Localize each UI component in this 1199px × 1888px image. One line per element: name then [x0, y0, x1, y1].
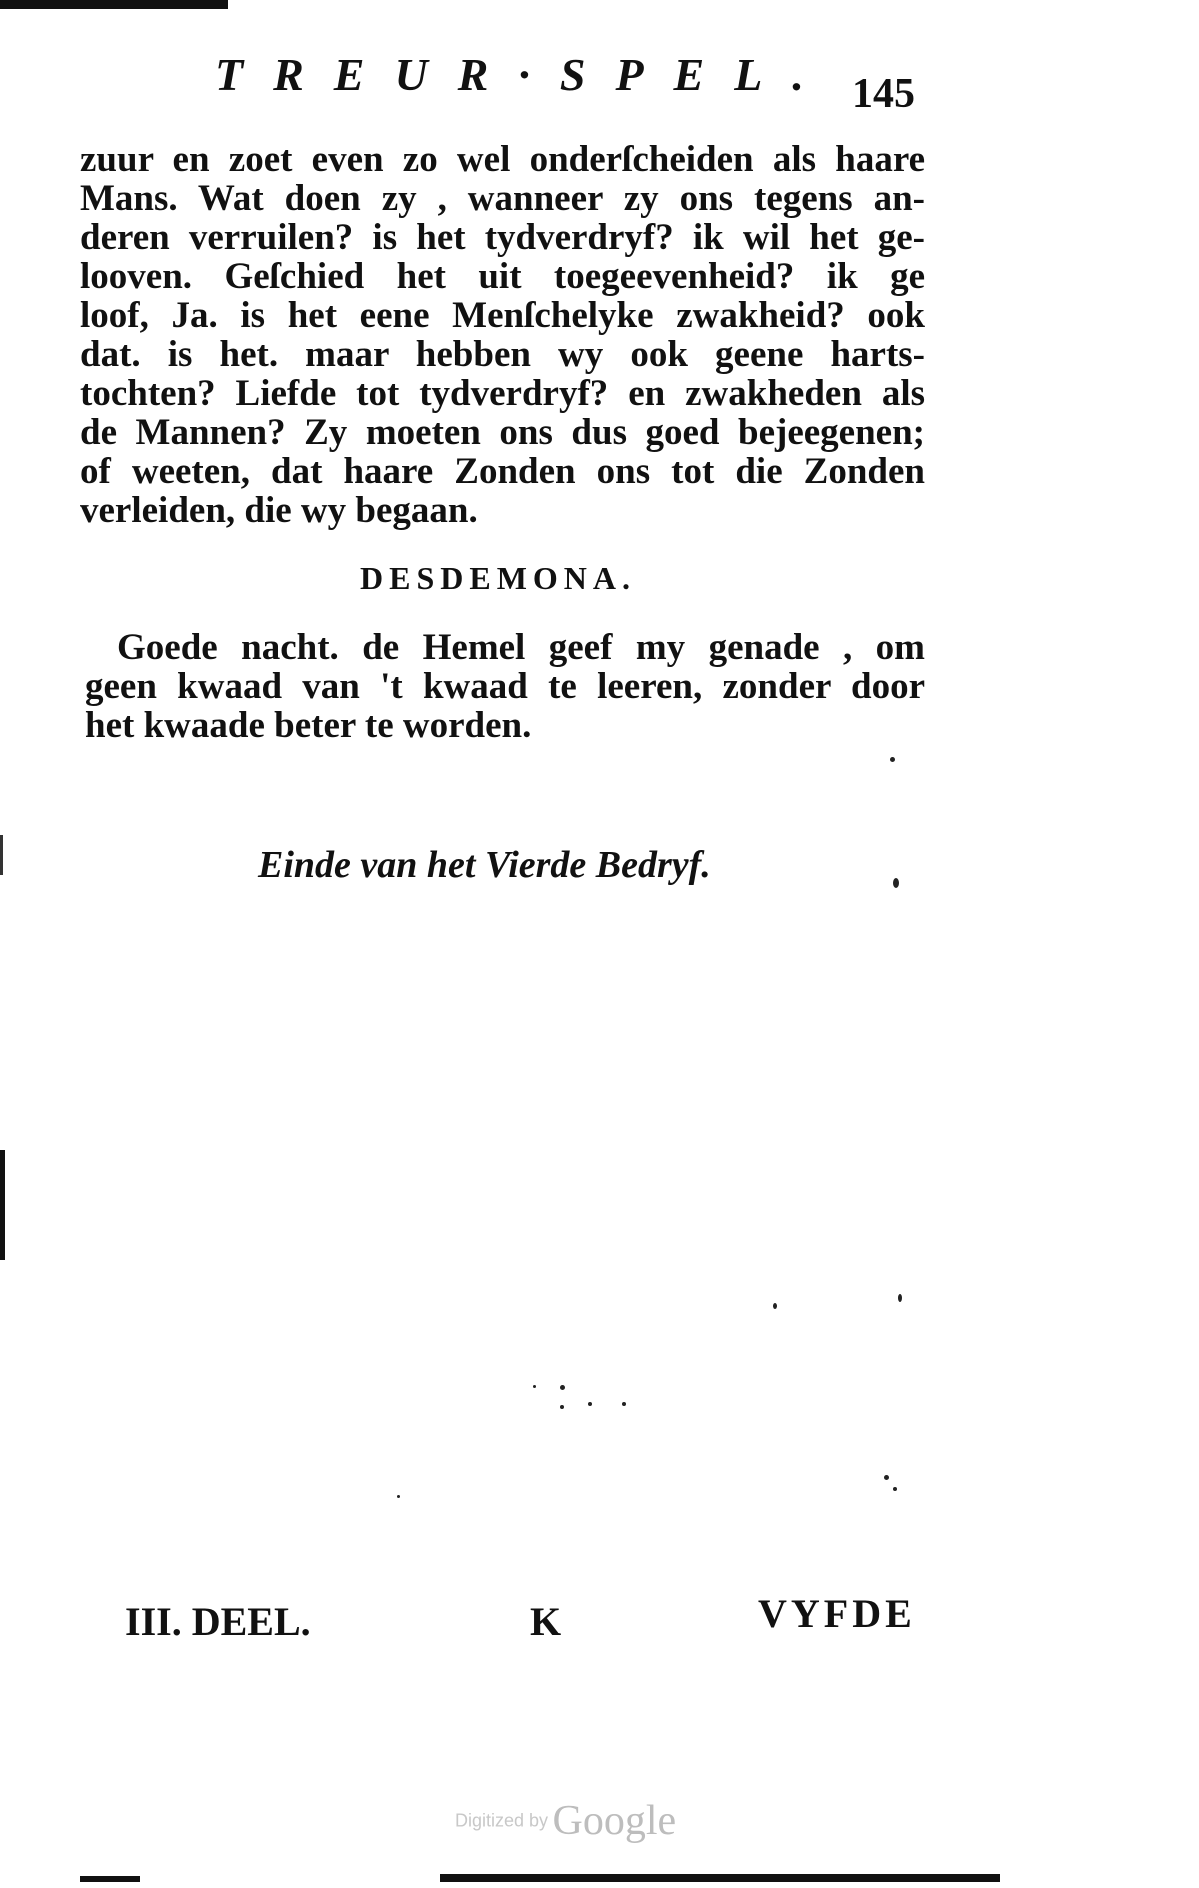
dialogue-paragraph	[80, 140, 925, 530]
paper-speck	[397, 1495, 400, 1498]
act-end-heading: Einde van het Vierde Bedryf.	[258, 844, 711, 886]
paper-speck	[773, 1303, 777, 1309]
speech-line: geen kwaad van 't kwaad te leeren, zonder door	[85, 666, 925, 707]
speech-line: het kwaade beter te worden.	[85, 705, 532, 746]
signature-letter: K	[530, 1599, 562, 1644]
speech-line: Goede nacht. de Hemel geef my genade , om	[117, 627, 925, 668]
text-line: tochten? Liefde tot tydverdryf? en zwakheden als	[80, 373, 925, 414]
text-line: de Mannen? Zy moeten ons dus goed bejeegenen;	[80, 412, 925, 453]
signature-mark: III. DEEL.	[125, 1599, 311, 1644]
scan-edge-bottom	[440, 1874, 1000, 1882]
text-line: zuur en zoet even zo wel onderſcheiden als haare	[80, 139, 925, 180]
text-line: verleiden, die wy begaan.	[80, 490, 478, 531]
watermark-prefix: Digitized by	[455, 1810, 549, 1831]
text-line: dat. is het. maar hebben wy ook geene harts-	[80, 334, 925, 375]
paper-speck	[890, 757, 895, 762]
scan-edge-left	[0, 1150, 5, 1260]
digitized-watermark	[455, 1797, 676, 1845]
paper-speck	[893, 1487, 897, 1491]
running-head-title: TREUR·SPEL.	[215, 49, 834, 100]
page-number: 145	[852, 71, 915, 117]
paper-speck	[588, 1402, 592, 1406]
scan-edge-top	[0, 0, 228, 9]
google-logo: Google	[552, 1798, 677, 1844]
paper-speck	[898, 1294, 902, 1302]
paper-speck	[560, 1405, 564, 1409]
text-line: looven. Geſchied het uit toegeevenheid? ik ge	[80, 256, 925, 297]
text-line: deren verruilen? is het tydverdryf? ik wil het ge-	[80, 217, 925, 258]
scan-edge-left-mark	[0, 835, 3, 875]
speaker-name: DESDEMONA.	[360, 560, 637, 596]
paper-speck	[560, 1385, 565, 1390]
text-line: of weeten, dat haare Zonden ons tot die Zonden	[80, 451, 925, 492]
paper-speck	[893, 878, 899, 888]
catchword: VYFDE	[758, 1591, 916, 1636]
text-line: Mans. Wat doen zy , wanneer zy ons tegens an-	[80, 178, 925, 219]
paper-speck	[884, 1475, 889, 1480]
paper-speck	[533, 1385, 536, 1388]
scan-edge-bottom-left	[80, 1876, 140, 1882]
text-line: loof, Ja. is het eene Menſchelyke zwakheid? ook	[80, 295, 925, 336]
speech-paragraph	[85, 628, 925, 745]
paper-speck	[622, 1402, 626, 1406]
